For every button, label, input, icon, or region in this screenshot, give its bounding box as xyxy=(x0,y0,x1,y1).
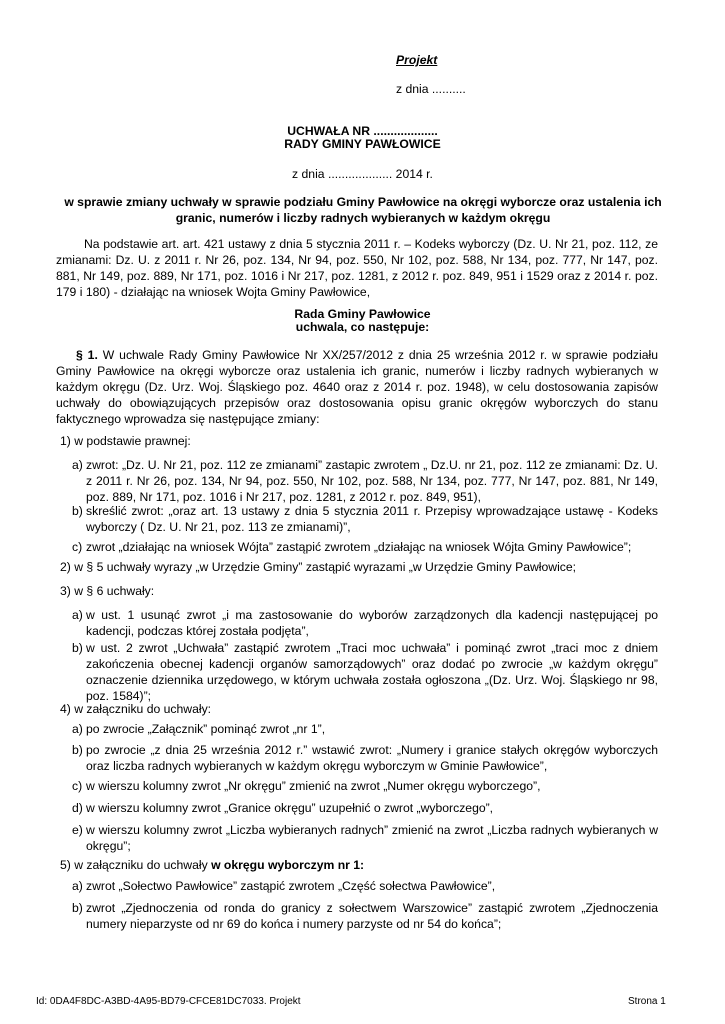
item-text: zwrot: „Dz. U. Nr 21, poz. 112 ze zmianami” zastapic zwrotem „ Dz.U. nr 21, poz. 112 ze zmianami: Dz. U. z 2011 r. Nr 26, poz. 134, Nr 94, poz. 550, Nr 102, poz. 588, Nr 134, poz. 777, Nr 147, poz. 881, Nr 149, poz. 889, Nr 171, poz. 1016 i Nr 217, poz. 1281, z 2012 r. poz. 849, 951), xyxy=(86,458,658,504)
item-text: w wierszu kolumny zwrot „Liczba wybieranych radnych” zmienić na zwrot „Liczba radnych wybieranych w okręgu”; xyxy=(86,823,658,853)
item-5 xyxy=(60,857,658,873)
item-text: w ust. 1 usunąć zwrot „i ma zastosowanie do wyborów zarządzonych dla kadencji następującej po kadencji, podczas której została podjęta”, xyxy=(86,608,658,638)
item-4d xyxy=(72,800,658,816)
item-marker: d) xyxy=(72,801,83,815)
item-2: 2) w § 5 uchwały wyrazy „w Urzędzie Gminy” zastąpić wyrazami „w Urzędzie Gminy Pawłowice; xyxy=(60,560,577,574)
item-marker: b) xyxy=(72,901,83,915)
item-marker: b) xyxy=(72,743,83,757)
item-text: po zwrocie „Załącznik” pominąć zwrot „nr 1”, xyxy=(86,722,326,736)
resolution-subject: w sprawie zmiany uchwały w sprawie podziału Gminy Pawłowice na okręgi wyborcze oraz ustalenia ich granic, numerów i liczby radnych wybieranych w każdym okręgu xyxy=(64,195,662,225)
item-5-bold: w okręgu wyborczym nr 1: xyxy=(211,858,365,872)
item-text: skreślić zwrot: „oraz art. 13 ustawy z dnia 5 stycznia 2011 r. Przepisy wprowadzające ustawę - Kodeks wyborczy ( Dz. U. Nr 21, poz. 113 ze zmianami)”, xyxy=(86,504,658,534)
item-3: 3) w § 6 uchwały: xyxy=(60,584,155,598)
council-name: RADY GMINY PAWŁOWICE xyxy=(284,137,441,151)
item-marker: e) xyxy=(72,823,83,837)
item-1a xyxy=(72,457,658,505)
item-text: w wierszu kolumny zwrot „Granice okręgu” uzupełnić o zwrot „wyborczego”, xyxy=(86,801,494,815)
item-text: zwrot „Sołectwo Pawłowice” zastąpić zwrotem „Część sołectwa Pawłowice”, xyxy=(86,879,496,893)
item-4c xyxy=(72,778,658,794)
date-placeholder-top: z dnia .......... xyxy=(396,82,466,96)
item-5b xyxy=(72,900,658,932)
item-5-text: 5) w załączniku do uchwały xyxy=(60,858,212,872)
item-4a xyxy=(72,721,658,737)
item-4b xyxy=(72,742,658,774)
item-marker: a) xyxy=(72,608,83,622)
item-text: zwrot „działając na wniosek Wójta” zastąpić zwrotem „działając na wniosek Wójta Gminy Pawłowice”; xyxy=(86,540,632,554)
item-marker: a) xyxy=(72,722,83,736)
item-1c xyxy=(72,539,658,555)
council-decides: uchwala, co następuje: xyxy=(295,320,430,334)
page-number: Strona 1 xyxy=(628,996,666,1007)
item-3b xyxy=(72,640,658,704)
item-text: po zwrocie „z dnia 25 września 2012 r.” wstawić zwrot: „Numery i granice stałych okręgów wyborczych oraz liczba radnych wybieranych w każdym okręgu wyborczym w Gminie Pawłowice”, xyxy=(86,743,658,773)
item-4e xyxy=(72,822,658,854)
item-marker: b) xyxy=(72,641,83,655)
document-id: Id: 0DA4F8DC-A3BD-4A95-BD79-CFCE81DC7033. Projekt xyxy=(36,996,301,1007)
resolution-number: UCHWAŁA NR ................... xyxy=(287,124,438,138)
paragraph-1-text: W uchwale Rady Gminy Pawłowice Nr XX/257/2012 z dnia 25 września 2012 r. w sprawie podziału Gminy Pawłowice na okręgi wyborcze oraz ustalenia ich granic, numerów i liczby radnych wybieranych w każdym okręgu (Dz. Urz. Woj. Śląskiego poz. 4640 oraz z 2014 r. poz. 1948), w celu dostosowania zapisów uchwały do obowiązujących przepisów oraz dostosowania opisu granic okręgów wyborczych do stanu faktycznego wprowadza się następujące zmiany: xyxy=(56,348,658,426)
item-marker: c) xyxy=(72,779,83,793)
legal-basis-preamble: Na podstawie art. art. 421 ustawy z dnia 5 stycznia 2011 r. – Kodeks wyborczy (Dz. U. Nr 21, poz. 112, ze zmianami: Dz. U. z 2011 r. Nr 26, poz. 134, Nr 94, poz. 550, Nr 102, poz. 588, Nr 134, poz. 777, Nr 147, poz. 881, Nr 149, poz. 889, Nr 171, poz. 1016 i Nr 217, poz. 1281, z 2012 r. poz. 849, 951 i 1529 oraz z 2014 r. poz. 179 i 180) - działając na wniosek Wojta Gminy Pawłowice, xyxy=(56,237,658,299)
item-text: w ust. 2 zwrot „Uchwała” zastąpić zwrotem „Traci moc uchwała” i pominąć zwrot „traci moc z dniem zakończenia obecnej kadencji organów samorządowych” oraz dodać po zwrocie „w każdym okręgu” oznaczenie dziennika urzędowego, w którym uchwała została ogłoszona „(Dz. Urz. Woj. Śląskiego nr 98, poz. 1584)”; xyxy=(86,641,658,703)
item-3a xyxy=(72,607,658,639)
council-heading: Rada Gminy Pawłowice xyxy=(294,307,431,321)
item-marker: c) xyxy=(72,540,83,554)
item-1b xyxy=(72,503,658,535)
item-marker: b) xyxy=(72,504,83,518)
projekt-label: Projekt xyxy=(396,53,438,67)
item-text: zwrot „Zjednoczenia od ronda do granicy z sołectwem Warszowice” zastąpić zwrotem „Zjednoczenia numery nieparzyste od nr 69 do końca i numery parzyste od nr 54 do końca”; xyxy=(86,901,658,931)
item-5a xyxy=(72,878,658,894)
paragraph-1 xyxy=(56,347,658,427)
paragraph-1-label: § 1. xyxy=(76,348,98,362)
item-text: w wierszu kolumny zwrot „Nr okręgu” zmienić na zwrot „Numer okręgu wyborczego”, xyxy=(86,779,541,793)
item-1: 1) w podstawie prawnej: xyxy=(60,434,191,448)
item-marker: a) xyxy=(72,458,83,472)
item-4: 4) w załączniku do uchwały: xyxy=(60,702,212,716)
item-marker: a) xyxy=(72,879,83,893)
resolution-date: z dnia ................... 2014 r. xyxy=(292,167,433,181)
